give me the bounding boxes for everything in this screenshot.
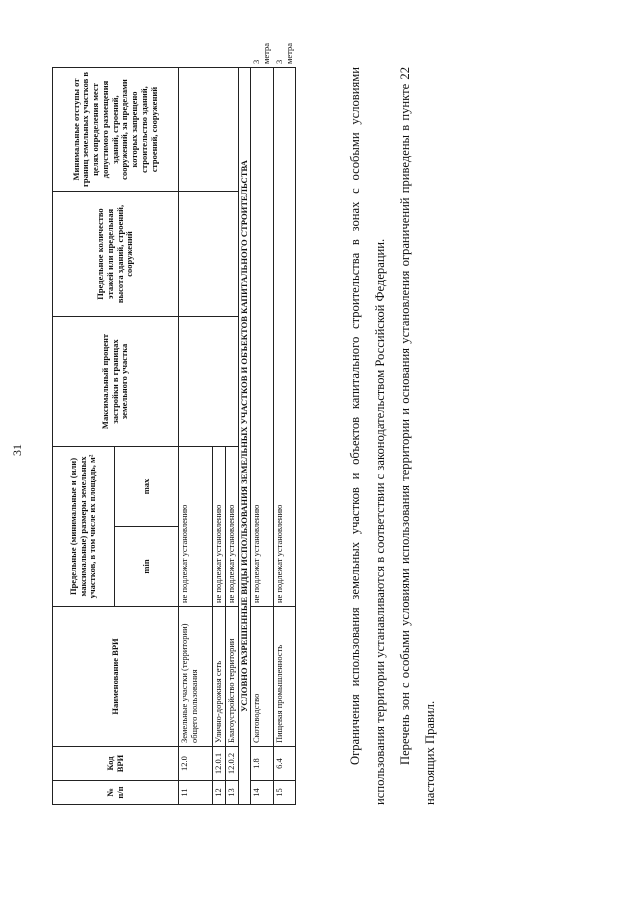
- table-row: 14 1.8 Скотоводство не подлежат установлению 3 метра: [251, 68, 274, 805]
- cell-num: 14: [251, 781, 274, 805]
- header-coverage: Максимальный процент застройки в границах земельного участка: [53, 317, 179, 447]
- cell-size: не подлежат установлению: [251, 68, 274, 607]
- section-title: УСЛОВНО РАЗРЕШЕННЫЕ ВИДЫ ИСПОЛЬЗОВАНИЯ ЗЕМЕЛЬНЫХ УЧАСТКОВ И ОБЪЕКТОВ КАПИТАЛЬНОГО СТРОИТЕЛЬСТВА: [238, 68, 251, 805]
- cell-floors: [179, 192, 239, 317]
- table-row: [179, 68, 213, 805]
- cell-name: Земельные участки (территории) общего пользования: [179, 607, 213, 747]
- header-code: Код ВРИ: [53, 747, 179, 781]
- vri-table: [52, 43, 296, 805]
- cell-code: 12.0: [179, 747, 213, 781]
- cell-setback: [179, 68, 239, 192]
- zones-list-paragraph: Перечень зон с особыми условиями использования территории и основания установления ограничений приведены в пункте 22 настоящих Правил.: [397, 67, 437, 805]
- cell-num: 15: [273, 781, 296, 805]
- cell-code: 6.4: [273, 747, 296, 781]
- header-size: Предельные (минимальные и (или) максимальные) размеры земельных участков, в том числе их площадь, м²: [53, 447, 115, 607]
- cell-size: не подлежат установлению: [213, 447, 226, 607]
- restrictions-paragraph: Ограничения использования земельных участков и объектов капитального строительства в зонах с особыми условиями использования территории устанавливаются в соответствии с законодательством Российской Федерации.: [347, 67, 387, 805]
- table-header-row: [53, 68, 115, 805]
- cell-code: 12.0.1: [213, 747, 226, 781]
- cell-size: не подлежат установлению: [273, 68, 296, 607]
- cell-num: 12: [213, 781, 226, 805]
- cell-size: не подлежат установлению: [225, 447, 238, 607]
- cell-name: Скотоводство: [251, 607, 274, 747]
- cell-code: 1.8: [251, 747, 274, 781]
- header-size-max: max: [115, 447, 179, 527]
- page-number: 31: [10, 444, 24, 456]
- cell-coverage: [179, 317, 239, 447]
- cell-num: 13: [225, 781, 238, 805]
- cell-name: Улично-дорожная сеть: [213, 607, 226, 747]
- cell-size: не подлежат установлению: [179, 447, 213, 607]
- table-row: 15 6.4 Пищевая промышленность не подлежат установлению 3 метра: [273, 68, 296, 805]
- section-row: [238, 68, 251, 805]
- header-name: Наименование ВРИ: [53, 607, 179, 747]
- header-num: № п/п: [53, 781, 179, 805]
- cell-num: 11: [179, 781, 213, 805]
- cell-name: Пищевая промышленность: [273, 607, 296, 747]
- header-setback: Минимальные отступы от границ земельных участков в целях определения мест допустимого размещения зданий, строений, сооружений, за пределами которых запрещено строительство зданий, строений, сооружений: [53, 68, 179, 192]
- header-size-min: min: [115, 527, 179, 607]
- header-floors: Предельное количество этажей или предельная высота зданий, строений, сооружений: [53, 192, 179, 317]
- cell-name: Благоустройство территории: [225, 607, 238, 747]
- cell-code: 12.0.2: [225, 747, 238, 781]
